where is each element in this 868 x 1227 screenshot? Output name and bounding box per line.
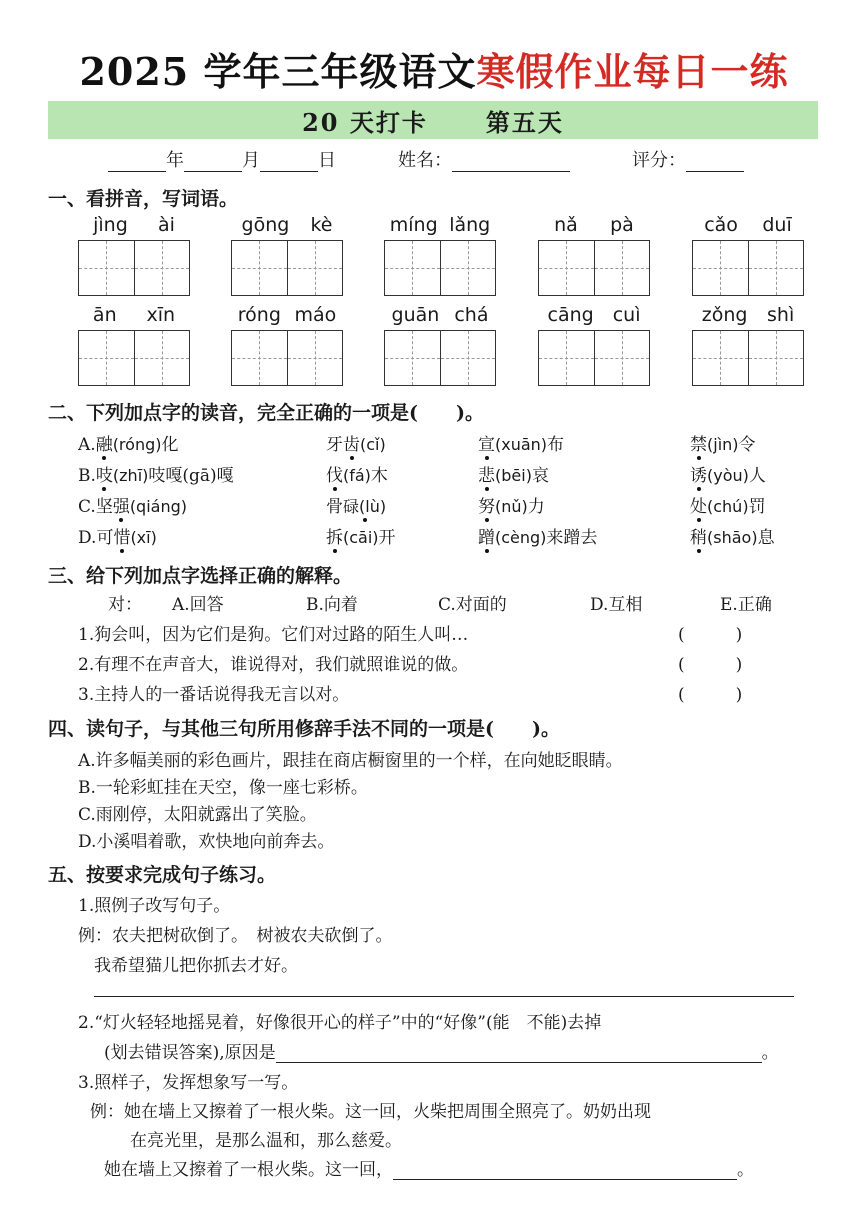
option-row-a	[78, 430, 838, 458]
option-row-d	[78, 523, 838, 551]
word-box: zǒng shì	[692, 304, 804, 386]
option-b2: 伐(fá)木	[326, 461, 388, 486]
option-a4: 禁(jìn)令	[690, 430, 756, 455]
writing-grid[interactable]	[692, 240, 804, 296]
q1-example: 例：农夫把树砍倒了。 树被农夫砍倒了。	[78, 926, 393, 946]
option-c1: C.坚强(qiáng)	[78, 492, 187, 517]
day-banner	[48, 101, 818, 139]
info-line	[0, 146, 868, 174]
section-3-title: 三、给下列加点字选择正确的解释。	[48, 565, 353, 587]
word-box: ān xīn	[78, 304, 190, 386]
answer-line[interactable]	[393, 1162, 737, 1180]
word-box: jìng ài	[78, 214, 190, 296]
answer-paren[interactable]: ( )	[678, 655, 743, 675]
option-b4: 诱(yòu)人	[690, 461, 766, 486]
q3-example-b: 在亮光里，是那么温和，那么慈爱。	[130, 1131, 402, 1151]
word-box: nǎ pà	[538, 214, 650, 296]
sec4-option-d: D.小溪唱着歌，欢快地向前奔去。	[78, 832, 335, 852]
choice-e: E.正确	[720, 595, 772, 615]
option-d3: 蹭(cèng)来蹭去	[478, 523, 597, 548]
option-a2: 牙齿(cǐ)	[326, 430, 386, 455]
word-box: gōng kè	[231, 214, 343, 296]
q2-text: 2.“灯火轻轻地摇晃着，好像很开心的样子”中的“好像”(能 不能)去掉	[78, 1013, 602, 1033]
section-4-title: 四、读句子，与其他三句所用修辞手法不同的一项是( )。	[48, 718, 560, 740]
q3-task: 她在墙上又擦着了一根火柴。这一回， 。	[104, 1160, 754, 1180]
q2-reason: (划去错误答案),原因是 。	[104, 1043, 779, 1063]
title-black: 2025 学年三年级语文	[79, 49, 477, 94]
target-word: 对：	[108, 595, 142, 615]
answer-paren[interactable]: ( )	[678, 685, 743, 705]
writing-grid[interactable]	[231, 240, 343, 296]
section-5-title: 五、按要求完成句子练习。	[48, 864, 277, 886]
sec3-item-2: 2.有理不在声音大，谁说得对，我们就照谁说的做。	[78, 655, 469, 675]
choice-c: C.对面的	[438, 595, 507, 615]
option-c2: 骨碌(lù)	[326, 492, 386, 517]
writing-grid[interactable]	[384, 330, 496, 386]
option-d1: D.可惜(xī)	[78, 523, 157, 548]
sec3-item-3: 3.主持人的一番话说得我无言以对。	[78, 685, 350, 705]
section-1-title: 一、看拼音，写词语。	[48, 188, 239, 210]
writing-grid[interactable]	[384, 240, 496, 296]
banner-right: 第五天	[485, 107, 564, 137]
name-field[interactable]: 姓名：	[398, 146, 570, 172]
answer-line[interactable]	[276, 1045, 762, 1063]
answer-paren[interactable]: ( )	[678, 625, 743, 645]
choice-d: D.互相	[590, 595, 643, 615]
banner-left: 20 天打卡	[302, 107, 428, 137]
sec4-option-b: B.一轮彩虹挂在天空，像一座七彩桥。	[78, 778, 368, 798]
option-c3: 努(nǔ)力	[478, 492, 545, 517]
writing-grid[interactable]	[538, 240, 650, 296]
word-box: cāng cuì	[538, 304, 650, 386]
word-box: guān chá	[384, 304, 496, 386]
writing-grid[interactable]	[78, 330, 190, 386]
q3-example-a: 例：她在墙上又擦着了一根火柴。这一回，火柴把周围全照亮了。奶奶出现	[90, 1102, 651, 1122]
option-row-c	[78, 492, 838, 520]
sec4-option-c: C.雨刚停，太阳就露出了笑脸。	[78, 805, 317, 825]
word-box: cǎo duī	[692, 214, 804, 296]
worksheet-title	[0, 44, 868, 100]
option-b1: B.吱(zhī)吱嘎(gā)嘎	[78, 461, 234, 486]
option-a3: 宣(xuān)布	[478, 430, 564, 455]
q1-task: 我希望猫儿把你抓去才好。	[94, 956, 298, 976]
option-d4: 稍(shāo)息	[690, 523, 775, 548]
option-a1: A.融(róng)化	[78, 430, 178, 455]
section-2-title: 二、下列加点字的读音，完全正确的一项是( )。	[48, 402, 484, 424]
choice-b: B.向着	[306, 595, 358, 615]
sec3-item-1: 1.狗会叫，因为它们是狗。它们对过路的陌生人叫…	[78, 625, 469, 645]
date-field[interactable]: 年 月 日	[108, 146, 336, 172]
word-box: róng máo	[231, 304, 343, 386]
answer-line[interactable]	[94, 996, 794, 997]
option-b3: 悲(bēi)哀	[478, 461, 549, 486]
choice-a: A.回答	[172, 595, 224, 615]
writing-grid[interactable]	[231, 330, 343, 386]
title-red: 寒假作业每日一练	[476, 49, 789, 94]
option-c4: 处(chú)罚	[690, 492, 766, 517]
option-d2: 拆(cāi)开	[326, 523, 396, 548]
writing-grid[interactable]	[78, 240, 190, 296]
score-field[interactable]: 评分：	[632, 146, 744, 172]
option-row-b	[78, 461, 838, 489]
q3-prompt: 3.照样子，发挥想象写一写。	[78, 1073, 299, 1093]
writing-grid[interactable]	[692, 330, 804, 386]
q1-prompt: 1.照例子改写句子。	[78, 896, 231, 916]
sec4-option-a: A.许多幅美丽的彩色画片，跟挂在商店橱窗里的一个样，在向她眨眼睛。	[78, 751, 623, 771]
writing-grid[interactable]	[538, 330, 650, 386]
word-box: míng lǎng	[384, 214, 496, 296]
